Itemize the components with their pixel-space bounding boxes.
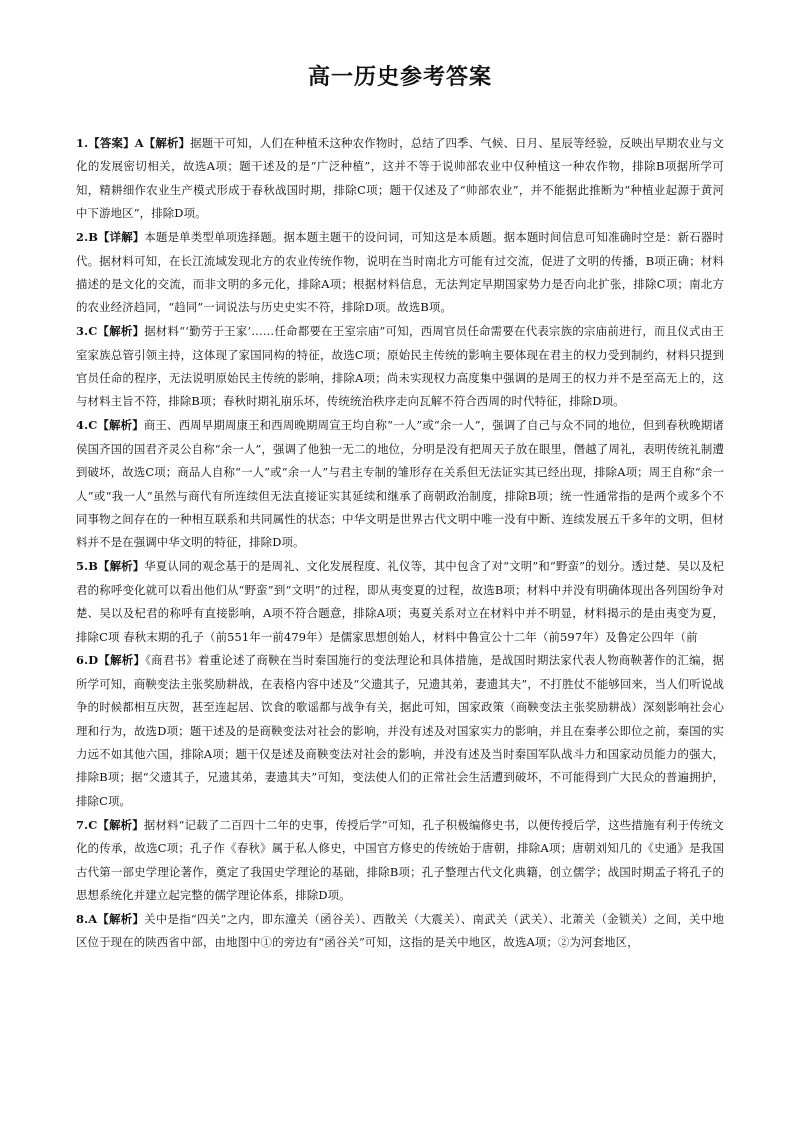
answer-explanation: 《商君书》着重论述了商鞅在当时秦国施行的变法理论和具体措施，是战国时期法家代表人物商鞅著作的汇编，据所学可知，商鞅变法主张奖励耕战，在表格内容中述及“父遗其子，兄遗其弟，妻遗其夫”，不打胜仗不能够回来，当人们听说战争的时候都相互庆贺，甚至连起居、饮食的歌谣都与战争有关，据此可知，国家政策（商鞅变法主张奖励耕战）深刻影响社会心理和行为，故选D项；题干述及的是商鞅变法对社会的影响，并没有述及对国家实力的影响，并且在秦孝公即位之前，秦国的实力远不如其他六国，排除A项；题干仅是述及商鞅变法对社会的影响，并没有述及当时秦国军队战斗力和国家动员能力的强大，排除B项；据“父遗其子，兄遗其弟，妻遗其夫”可知，变法使人们的正常社会生活遭到破坏，不可能得到广大民众的普遍拥护，排除C项。 bbox=[76, 653, 724, 808]
answer-number: 7. bbox=[76, 817, 89, 832]
answer-item bbox=[76, 226, 724, 320]
answer-item bbox=[76, 132, 724, 226]
answer-item bbox=[76, 414, 724, 554]
answer-key: B【解析】 bbox=[88, 559, 145, 574]
answer-key: C【解析】 bbox=[88, 324, 145, 339]
answer-item bbox=[76, 908, 724, 955]
answer-key: D【解析】 bbox=[88, 653, 146, 668]
answer-key: A【解析】 bbox=[88, 911, 145, 926]
answer-item bbox=[76, 814, 724, 908]
answer-explanation: 商王、西周早期周康王和西周晚期周宣王均自称“一人”或“余一人”，强调了自己与众不同的地位，但到春秋晚期诸侯国齐国的国君齐灵公自称“余一人”，强调了他独一无二的地位，分明是没有把周天子放在眼里，僭越了周礼，表明传统礼制遭到破坏，故选C项；商品人自称“一人”或“余一人”与君主专制的雏形存在关系但无法证实其已经出现，排除A项；周王自称“余一人”或“我一人”虽然与商代有所连续但无法直接证实其延续和继承了商朝政治制度，排除B项；统一性通常指的是两个或多个不同事物之间存在的一种相互联系和共同属性的状态；中华文明是世界古代文明中唯一没有中断、连续发展五千多年的文明，但材料并不是在强调中华文明的特征，排除D项。 bbox=[76, 418, 724, 550]
answer-explanation: 据题干可知，人们在种植禾这种农作物时，总结了四季、气候、日月、星辰等经验，反映出早期农业与文化的发展密切相关，故选A项；题干述及的是“广泛种植”，这并不等于说帅部农业中仅种植这一种农作物，排除B项据所学可知，精耕细作农业生产模式形成于春秋战国时期，排除C项；题干仅述及了“帅部农业”，并不能据此推断为“种植业起源于黄河中下游地区”，排除D项。 bbox=[76, 136, 724, 221]
answer-number: 5. bbox=[76, 559, 89, 574]
answer-explanation: 华夏认同的观念基于的是周礼、文化发展程度、礼仪等，其中包含了对“文明”和“野蛮”的划分。透过楚、吴以及杞君的称呼变化就可以看出他们从“野蛮”到“文明”的过程，即从夷变夏的过程，故选B项；材料中并没有明确体现出各列国纷争对楚、吴以及杞君的称呼有直接影响，A项不符合题意，排除A项；夷夏关系对立在材料中并不明显，材料揭示的是由夷变为夏，排除C项 春秋末期的孔子（前551年一前479年）是儒家思想创始人，材料中鲁宣公十二年（前597年）及鲁定公四年（前 bbox=[76, 559, 724, 644]
answer-item bbox=[76, 649, 724, 813]
answer-number: 1. bbox=[76, 136, 89, 150]
answer-explanation: 据材料“‘勤劳于王家’……任命都要在王室宗庙”可知，西周官员任命需要在代表宗族的宗庙前进行，而且仪式由王室家族总管引领主持，这体现了家国同构的特征，故选C项；原始民主传统的影响主要体现在君主的权力受到制约，材料只提到官员任命的程序，无法说明原始民主传统的影响，排除A项；尚未实现权力高度集中强调的是周王的权力并不是至高无上的，这与材料主旨不符，排除B项；春秋时期礼崩乐坏，传统统治秩序走向瓦解不符合西周的时代特征，排除D项。 bbox=[76, 324, 724, 409]
answer-list bbox=[76, 132, 724, 955]
answer-key: C【解析】 bbox=[88, 418, 144, 433]
answer-item bbox=[76, 320, 724, 414]
answer-explanation: 本题是单类型单项选择题。据本题主题干的设问词，可知这是本质题。据本题时间信息可知准确时空是：新石器时代。据材料可知，在长江流域发现北方的农业传统作物，说明在当时南北方可能有过交流，促进了文明的传播，B项正确；材料描述的是文化的交流，而非文明的多元化，排除A项；根据材料信息，无法判定早期国家势力是否向北扩张，排除C项；南北方的农业经济趋同，“趋同”一词说法与历史史实不符，排除D项。故选B项。 bbox=[76, 230, 724, 315]
answer-key: B【详解】 bbox=[88, 230, 145, 245]
answer-number: 8. bbox=[76, 911, 89, 926]
answer-number: 2. bbox=[76, 230, 89, 245]
answer-key: 【答案】A【解析】 bbox=[88, 136, 191, 150]
answer-explanation: 关中是指“四关”之内，即东潼关（函谷关）、西散关（大震关）、南武关（武关）、北萧关（金锁关）之间，关中地区位于现在的陕西省中部，由地图中①的旁边有“函谷关”可知，这指的是关中地区，故选A项；②为河套地区， bbox=[76, 911, 724, 950]
page-title: 高一历史参考答案 bbox=[307, 65, 492, 90]
answer-key: C【解析】 bbox=[88, 817, 144, 832]
answer-explanation: 据材料“记载了二百四十二年的史事，传授后学”可知，孔子积极编修史书，以便传授后学，这些措施有利于传统文化的传承，故选C项；孔子作《春秋》属于私人修史，中国官方修史的传统始于唐朝，排除A项；唐朝刘知几的《史通》是我国古代第一部史学理论著作，奠定了我国史学理论的基础，排除B项；孔子整理古代文化典籍，创立儒学；战国时期孟子将孔子的思想系统化并建立起完整的儒学理论体系，排除D项。 bbox=[76, 817, 724, 902]
answer-item bbox=[76, 555, 724, 649]
answer-number: 4. bbox=[76, 418, 89, 433]
answer-number: 3. bbox=[76, 324, 89, 339]
answer-number: 6. bbox=[76, 653, 89, 668]
